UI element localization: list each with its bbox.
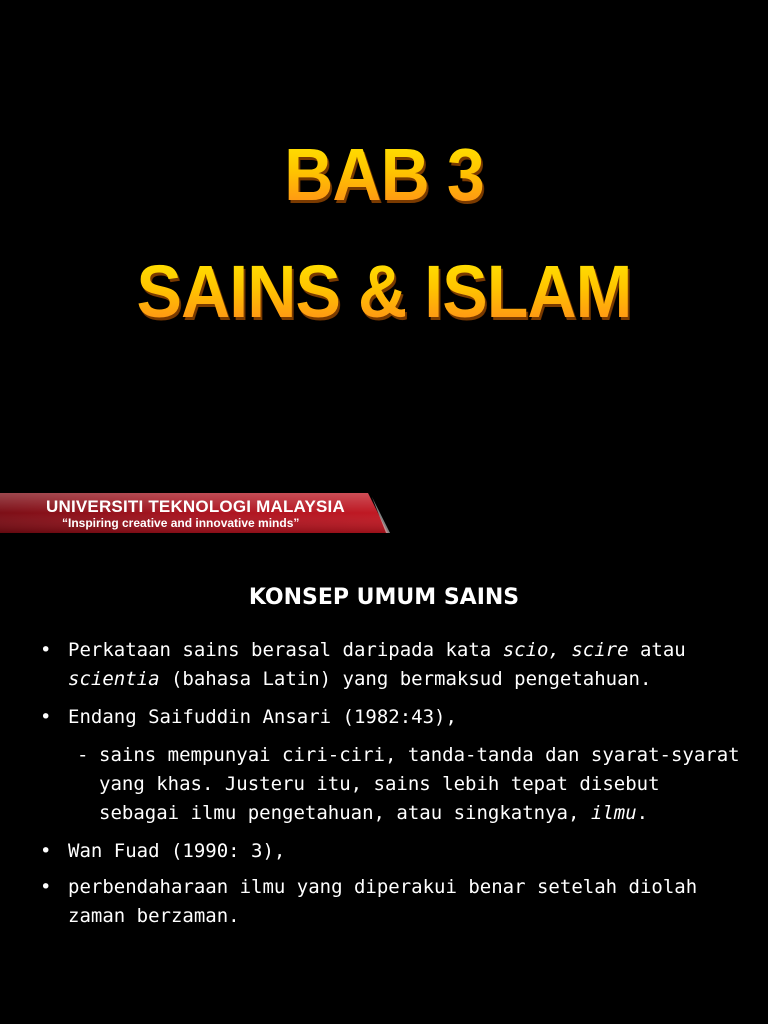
bullet-item-3 xyxy=(40,837,740,866)
item1-text-c: (bahasa Latin) yang bermaksud pengetahuan. xyxy=(159,668,652,690)
item1-text-a: Perkataan sains berasal daripada kata xyxy=(68,639,503,661)
bullet-icon: • xyxy=(40,840,52,862)
item4-text: perbendaharaan ilmu yang diperakui benar setelah diolah zaman berzaman. xyxy=(68,876,698,927)
title-line-1: BAB 3 xyxy=(31,138,738,212)
subitem-text-b: . xyxy=(636,802,649,824)
title-line-2: SAINS & ISLAM xyxy=(31,255,738,329)
item3-text: Wan Fuad (1990: 3), xyxy=(68,840,286,862)
sub-item xyxy=(40,741,740,828)
item1-italic-a: scio, scire xyxy=(502,639,629,661)
subitem-italic: ilmu xyxy=(590,802,637,824)
bullet-icon: • xyxy=(40,639,52,661)
item1-text-b: atau xyxy=(628,639,686,661)
slide-title xyxy=(0,133,768,333)
dash-icon: - xyxy=(77,744,89,766)
bullet-item-2 xyxy=(40,703,740,732)
bullet-icon: • xyxy=(40,876,52,898)
subitem-text-a: sains mempunyai ciri-ciri, tanda-tanda dan syarat-syarat yang khas. Justeru itu, sains lebih tepat disebut sebagai ilmu pengetahuan, atau singkatnya, xyxy=(99,744,740,824)
bullet-item-4 xyxy=(40,873,740,931)
bullet-icon: • xyxy=(40,706,52,728)
university-banner xyxy=(0,493,390,535)
section-heading: KONSEP UMUM SAINS xyxy=(248,585,520,610)
item2-text: Endang Saifuddin Ansari (1982:43), xyxy=(68,706,457,728)
bullet-item-1 xyxy=(40,636,740,694)
slide-body xyxy=(40,636,740,931)
university-name: UNIVERSITI TEKNOLOGI MALAYSIA xyxy=(46,497,345,516)
item1-italic-b: scientia xyxy=(68,668,160,690)
university-tagline: “Inspiring creative and innovative minds” xyxy=(62,516,300,530)
